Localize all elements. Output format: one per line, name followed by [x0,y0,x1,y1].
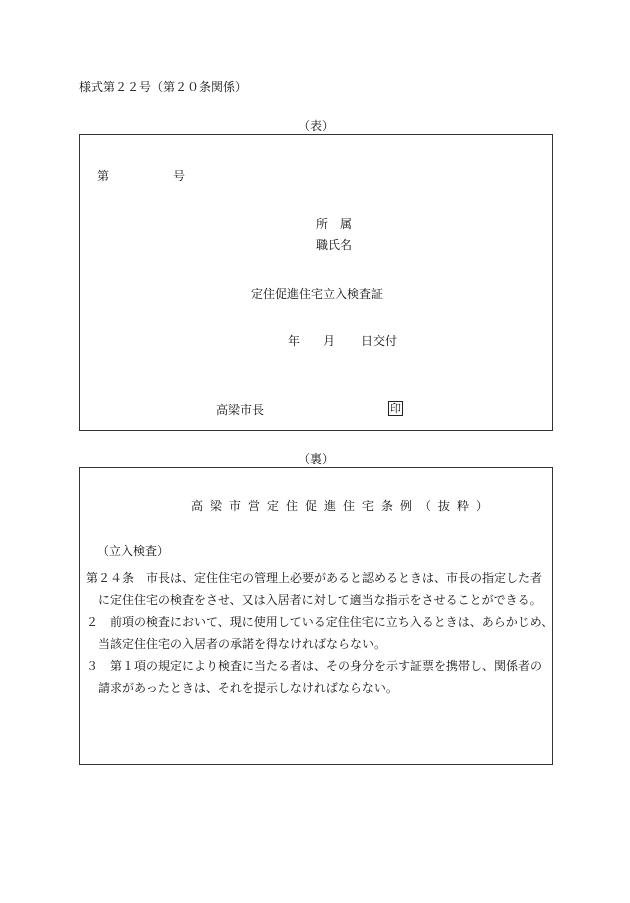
article-24-line-1: 第２４条 市長は、定住住宅の管理上必要があると認めるときは、市長の指定した者 [86,571,543,585]
clause-2-line-2: 当該定住住宅の入居者の承諾を得なければならない。 [98,637,387,651]
ordinance-title: 高梁市営定住促進住宅条例（抜粋） [191,499,496,513]
back-side-label: （裏） [298,452,335,466]
seal-mark: 印 [390,402,401,415]
front-side-label: （表） [298,119,335,133]
clause-2-line-1: ２ 前項の検査において、現に使用している定住住宅に立ち入るときは、あらかじめ、 [86,615,554,629]
issuer-name: 高梁市長 [216,403,265,417]
front-card [79,134,553,431]
certificate-number-prefix: 第 [97,169,110,183]
certificate-title: 定住促進住宅立入検査証 [251,287,384,301]
issue-date-year: 年 [288,334,301,348]
clause-3-line-2: 請求があったときは、それを提示しなければならない。 [98,681,398,695]
certificate-number-suffix: 号 [173,169,186,183]
issue-date-day: 日交付 [361,334,398,348]
staff-name-label: 職氏名 [316,238,353,252]
affiliation-label: 所 属 [316,217,353,231]
section-heading: （立入検査） [97,544,170,558]
article-24-line-2: に定住住宅の検査をさせ、又は入居者に対して適当な指示をさせることができる。 [98,593,542,607]
issue-date-month: 月 [323,334,336,348]
back-card [79,467,553,765]
form-number: 様式第２２号（第２０条関係） [79,80,248,94]
clause-3-line-1: ３ 第１項の規定により検査に当たる者は、その身分を示す証票を携帯し、関係者の [86,659,543,673]
